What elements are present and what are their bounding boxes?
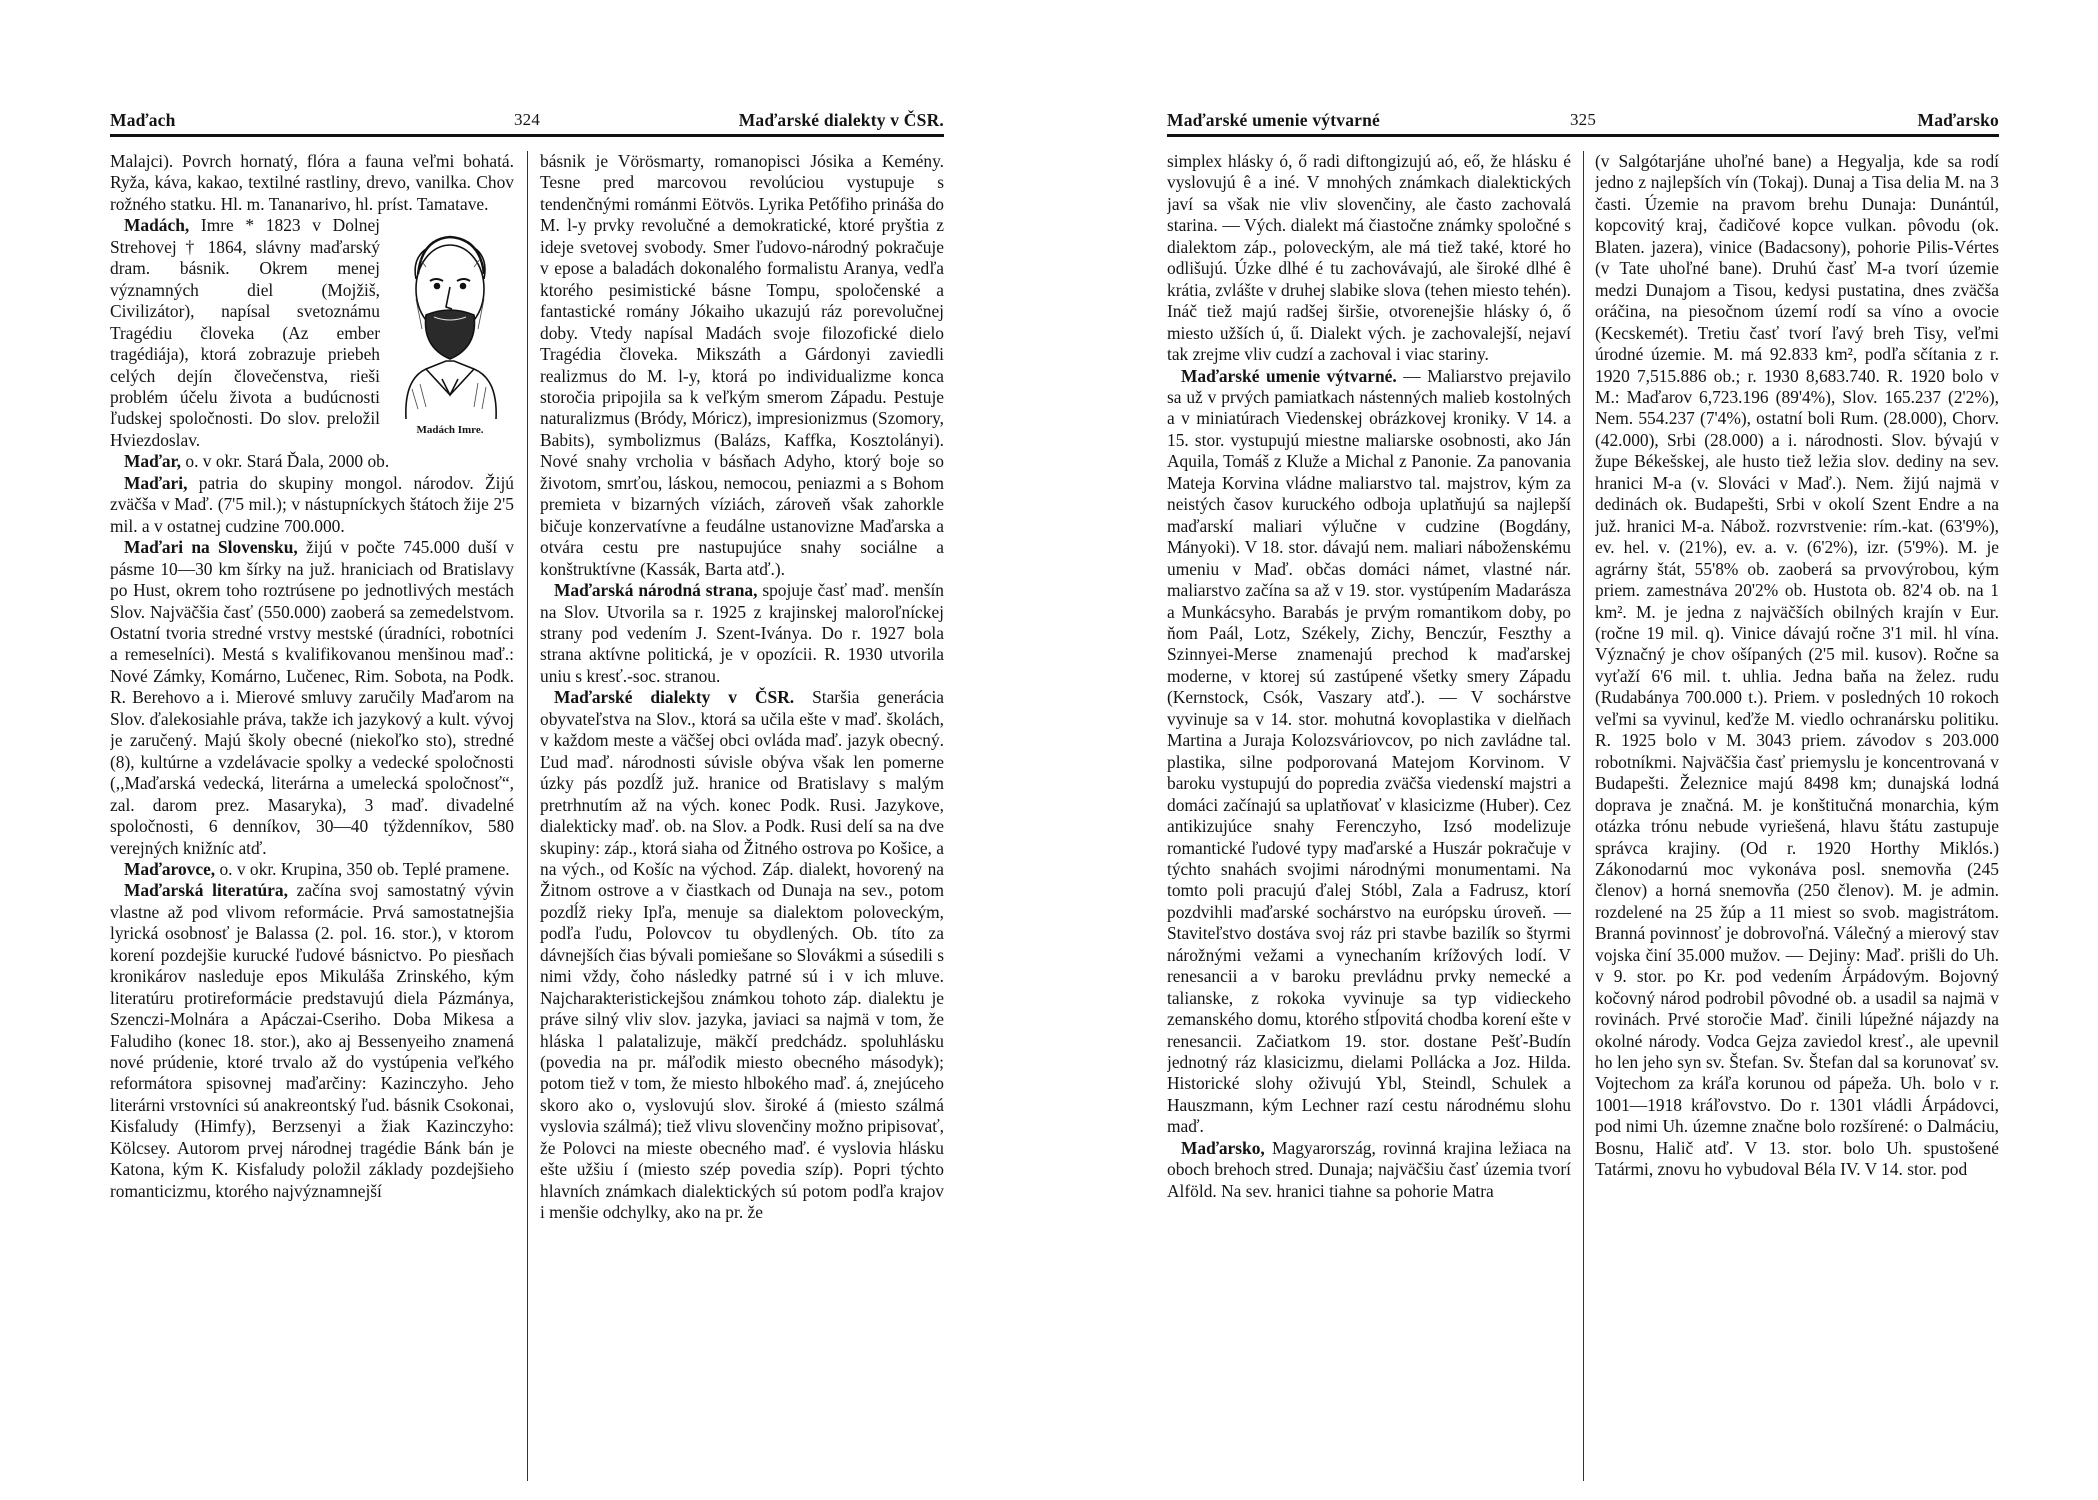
entry-madari-na-slovensku: Maďari na Slovensku, žijú v počte 745.000 duší v pásme 10—30 km šírky na juž. hraniciach od Bratislavy po Hust, okrem toho roztrúsene po jednotlivých mestách Slov. Najväčšia časť (550.000) zaoberá sa zemedelstvom. Ostatní tvoria stredné vrstvy mestské (úradníci, robotníci a remeselníci). Mestá s kvalifikovanou menšinou maď.: Nové Zámky, Komárno, Lučenec, Rim. Sobota, na Podk. R. Berehovo a i. Mierové smluvy zaručily Maďarom na Slov. ďalekosiahle práva, takže ich jazykový a kult. vývoj je zaručený. Majú školy obecné (niekoľko sto), stredné (8), kultúrne a vzdelávacie spolky a vedecké spoločnosti (,,Maďarská vedecká, literárna a umelecká spoločnosť“, zal. darom prez. Masaryka), 3 maď. divadelné spoločnosti, 6 denníkov, 30—40 týždenníkov, 580 verejných knižníc atď.	[110, 537, 514, 858]
header-keyword-left: Maďarské umenie výtvarné	[1167, 110, 1381, 130]
running-head-right	[1167, 108, 1999, 137]
entry-madarska-literatura: Maďarská literatúra, začína svoj samostatný vývin vlastne až pod vlivom reformácie. Prvá samostatnejšia lyrická osobnosť je Balassa (2. pol. 16. stor.), v ktorom korení pozdejšie kurucké ľudové básnictvo. Po piesňach kronikárov nasleduje epos Mikuláša Zrinského, kým literatúru protireformácie predstavujú diela Pázmánya, Szenczi-Molnára a Apáczai-Cseriho. Doba Mikesa a Faludiho (konec 18. stor.), ako aj Bessenyeiho znamená nové prúdenie, ktoré trvalo až do vystúpenia veľkého reformátora spisovnej maďarčiny: Kazinczyho. Jeho literárni vrstovníci sú anakreontský ľud. básnik Csokonai, Kisfaludy (Himfy), Berzsenyi a žiak Kazinczyho: Kölcsey. Autorom prvej národnej tragédie Bánk bán je Katona, kým K. Kisfaludy položil základy pozdejšieho romanticizmu, ktorého najvýznamnejší	[110, 880, 514, 1201]
text-column-1	[110, 151, 514, 1481]
portrait-illustration	[386, 219, 514, 424]
paragraph: (v Salgótarjáne uhoľné bane) a Hegyalja, kde sa rodí jedno z najlepších vín (Tokaj). Dunaj a Tisa delia M. na 3 časti. Územie na pravom brehu Dunaja: Dunántúl, kopcovitý kraj, čadičové kopce vulkan. pôvodu (ok. Blaten. jazera), vinice (Badacsony), pohorie Pilis-Vértes (v Tate uhoľné bane). Druhú časť M-a tvorí územie medzi Dunajom a Tisou, kedysi pustatina, dnes zväčša oráčina, na piesočnom území rodí sa víno a ovocie (Kecskemét). Tretiu časť tvorí ľavý breh Tisy, veľmi úrodné územie. M. má 92.833 km², podľa sčítania z r. 1920 7,515.886 ob.; r. 1930 8,683.740. R. 1920 bolo v M.: Maďarov 6,723.196 (89'4%), Slov. 165.237 (2'2%), Nem. 554.237 (7'4%), ostatní boli Rum. (28.000), Chorv. (42.000), Srbi (28.000) a i. národnosti. Slov. bývajú v župe Békešskej, ale husto tiež ležia slov. dediny na sev. hranici M-a (v. Slováci v Maď.). Nem. žijú najmä v dedinách ok. Budapešti, Srbi v okolí Szent Endre a na juž. hranici M-a. Nábož. rozvrstvenie: rím.-kat. (63'9%), ev. hel. v. (21%), ev. a. v. (6'2%), izr. (5'9%). M. je agrárny štát, 55'8% ob. zaoberá sa prvovýrobou, kým priem. zamestnáva 20'2% ob. Hustota ob. 82'4 ob. na 1 km². M. je jedna z najväčších obilných krajín v Eur. (ročne 19 mil. q). Vinice dávajú ročne 3'1 mil. hl vína. Význačný je chov ošípaných (2'5 mil. kusov). Ročne sa vyťaží 6'6 mil. t. uhlia. Jedna baňa na želez. rudu (Rudabánya 700.000 t.). Priem. v posledných 10 rokoch veľmi sa vyvinul, keďže M. viedlo ochranársku politiku. R. 1925 bolo v M. 3043 priem. závodov s 203.000 robotníkmi. Najväčšia časť priemyslu je koncentrovaná v Budapešti. Železnice majú 8498 km; dunajská lodná doprava je značná. M. je konštitučná monarchia, kým otázka trónu nebude vyriešená, hlavu štátu zastupuje správca krajiny. (Od r. 1920 Horthy Miklós.) Zákonodarnú moc vykonáva posl. snemovňa (245 členov) a horná snemovňa (250 členov). M. je admin. rozdelené na 25 žúp a 11 miest so svob. magistrátom. Branná povinnosť je dobrovoľná. Válečný a mierový stav vojska činí 35.000 mužov. — Dejiny: Maď. prišli do Uh. v 9. stor. po Kr. pod vedením Árpádovým. Bojovný kočovný národ podrobil pôvodné ob. a usadil sa najmä v rovinách. Prvé storočie Maď. činili lúpežné nájazdy na okolné národy. Vodca Gejza zaviedol kresť., ale upevnil ho len jeho syn sv. Štefan. Sv. Štefan dal sa korunovať sv. Vojtechom za kráľa korunou od pápeža. Uh. bolo v r. 1001—1918 kráľovstvo. Do r. 1301 vládli Árpádovci, pod nimi Uh. územne značne bolo rozšírené: o Dalmáciu, Bosnu, Halič atď. V 13. stor. bolo Uh. spustošené Tatármi, znovu ho vybudoval Béla IV. V 14. stor. pod	[1595, 151, 1999, 1180]
paragraph: simplex hlásky ó, ő radi diftongizujú aó, eő, že hlásku é vyslovujú ê a iné. V mnohých známkach dialektických javí sa však nie vliv slovenčiny, ale často zachovalá starina. — Vých. dialekt má čiastočne známky spoločné s dialektom záp., poloveckým, ale má tiež také, ktoré ho odlišujú. Úzke dlhé é tu zachovávajú, ale široké dlhé ê krátia, zvlášte v druhej slabike slova (tehen miesto tehén). Ináč tiež majú radšej širšie, otvorenejšie hlásky ó, ő miesto užších ú, ű. Dialekt vých. je zachovalejší, nejaví tak zrejme vliv cudzí a zachoval i viac stariny.	[1167, 151, 1571, 365]
running-head-left	[110, 108, 944, 137]
page-number: 325	[1569, 110, 1597, 129]
entry-madarovce: Maďarovce, o. v okr. Krupina, 350 ob. Teplé pramene.	[124, 858, 510, 879]
text-column-2	[1595, 151, 1999, 1481]
entry-madarske-dialekty: Maďarské dialekty v ČSR. Staršia generácia obyvateľstva na Slov., ktorá sa učila ešte v maď. školách, v každom meste a väčšej obci ovláda maď. jazyk obecný. Ľud maď. národnosti súvisle obýva však len pomerne úzky pás pozdĺž juž. hranice od Bratislavy s malým pretrhnutím až na vých. konec Podk. Rusi. Jazykove, dialekticky maď. ob. na Slov. a Podk. Rusi delí sa na dve skupiny: záp., ktorá siaha od Žitného ostrova po Košice, a na vých., od Košíc na východ. Záp. dialekt, hovorený na Žitnom ostrove a v čiastkach od Dunaja na sev., potom pozdĺž rieky Ipľa, menuje sa dialektom poloveckým, podľa ľudu, Polovcov tu obydlených. Ob. títo za dávnejších čias bývali pomiešane so Slovákmi a súsedili s nimi vždy, čoho následky patrné sú i v ich mluve. Najcharakteristickejšou známkou tohoto záp. dialektu je práve silný vliv slov. jazyka, javiaci sa najmä v tom, že hláska l palatalizuje, mäkčí predchádz. spoluhlásku (povedia na pr. máľodik miesto obecného másodyk); potom tiež v tom, že miesto hlbokého maď. á, znejúceho skoro ako o, vyslovujú slov. široké á (miesto szálmá vyslovia szálmá); tiež vlivu slovenčiny možno pripisovať, že Polovci na mieste obecného maď. é vyslovia hlásku ešte užšiu í (miesto szép povedia szíp). Popri týchto hlavních známkach dialektických sú potom podľa krajov i menšie odchylky, ako na pr. že	[540, 687, 944, 1223]
text-column-2	[540, 151, 944, 1481]
entry-madar: Maďar, o. v okr. Stará Ďala, 2000 ob.	[124, 451, 390, 472]
column-rule	[527, 151, 528, 1481]
entry-madarsko: Maďarsko, Magyarország, rovinná krajina ležiaca na oboch brehoch stred. Dunaja; najväčšiu časť územia tvorí Alföld. Na sev. hranici tiahne sa pohorie Matra	[1167, 1137, 1571, 1201]
portrait-figure	[386, 219, 514, 437]
header-keyword-right: Maďarské dialekty v ČSR.	[738, 110, 944, 130]
entry-madari: Maďari, patria do skupiny mongol. národov. Žijú zväčša v Maď. (7'5 mil.); v nástupníckych štátoch žije 2'5 mil. a v ostatnej cudzine 700.000.	[110, 472, 514, 536]
page-number: 324	[513, 110, 541, 129]
header-keyword-right: Maďarsko	[1917, 110, 1999, 130]
paragraph: básnik je Vörösmarty, romanopisci Jósika a Kemény. Tesne pred marcovou revolúciou vystupuje s tendenčnými románmi Eötvös. Lyrika Petőfiho prináša do M. l-y prvky revolučné a demokratické, ktoré pryštia z ideje svetovej svobody. Smer ľudovo-národný pokračuje v epose a baladách dokonalého formalistu Aranya, vedľa ktorého pesimistické básne Tompu, spoločenské a fantastické romány Jókaiho ukazujú ráz porevolučnej doby. Vtedy napísal Madách svoje filozofické dielo Tragédia človeka. Mikszáth a Gárdonyi zaviedli realizmus do M. l-y, ktorá po individualizme konca storočia pripojila sa k veľkým smerom Západu. Pestuje naturalizmus (Bródy, Móricz), impresionizmus (Szomory, Babits), symbolizmus (Balázs, Kaffka, Kosztolányi). Nové snahy vrcholia v básňach Adyho, ktorý boje so životom, smrťou, láskou, nemocou, peniazmi a s Bohom premieta v bizarných víziách, zároveň však zahorkle bičuje konzervatívne a feudálne ustanovizne Maďarska a otvára cestu pre nastupujúce snahy sociálne a konštruktívne (Kassák, Barta atď.).	[540, 151, 944, 579]
right-page	[1049, 0, 2098, 1500]
portrait-caption: Madách Imre.	[416, 424, 484, 437]
paragraph: Malajci). Povrch hornatý, flóra a fauna veľmi bohatá. Ryža, káva, kakao, textilné rastliny, drevo, vanilka. Chov rožného statku. Hl. m. Tananarivo, hl. príst. Tamatave.	[110, 151, 514, 214]
entry-madarska-narodna-strana: Maďarská národná strana, spojuje časť maď. menšín na Slov. Utvorila sa r. 1925 z krajinskej maloroľníckej strany pod vedením J. Szent-Iványa. Do r. 1927 bola strana aktívne politická, je v opozícii. R. 1930 utvorila uniu s kresť.-soc. stranou.	[540, 580, 944, 686]
text-column-1	[1167, 151, 1571, 1481]
column-rule	[1583, 151, 1584, 1481]
entry-madarske-umenie-vytvarne: Maďarské umenie výtvarné. — Maliarstvo prejavilo sa už v prvých pamiatkach nástenných malieb kostolných a v miniatúrach Viedenskej obrázkovej kroniky. V 14. a 15. stor. vystupujú miestne maliarske osobnosti, ako Ján Aquila, Tomáš z Kluže a Michal z Panonie. Za panovania Mateja Korvina vládne maliarstvo tal. majstrov, kým za neistých časov kuruckého odboja uplatňujú sa najlepší maďarskí maliari výlučne v cudzine (Bogdány, Mányoki). V 18. stor. dávajú nem. maliari náboženskému umeniu v Maď. občas domáci námet, vlastné nár. maliarstvo začína sa až v 19. stor. vystúpením Madarásza a Munkácsyho. Barabás je prvým romantikom doby, po ňom Paál, Lotz, Székely, Zichy, Benczúr, Feszthy a Szinnyei-Merse znamenajú prechod k maďarskej moderne, v ktorej sú zastúpené všetky smery Západu (Kernstock, Csók, Vaszary atď.). — V sochárstve vyvinuje sa v 14. stor. mohutná kovoplastika v dielňach Martina a Juraja Kolozsváriovcov, po nich zavládne tal. plastika, silne podporovaná Matejom Korvinom. V baroku vystupujú do popredia zväčša viedenskí majstri a domáci začínajú sa uplatňovať v klasicizme (Huber). Cez antikizujúce snahy Ferenczyho, Izsó modelizuje romantické ľudové typy maďarské a Huszár pokračuje v týchto snahách svojimi národnými monumentami. Na tomto poli pracujú ďalej Stóbl, Zala a Fadrusz, ktorí pozdvihli maďarské sochárstvo na európsku úroveň. — Staviteľstvo dostáva svoj ráz pri stavbe bazilík so štyrmi nárožnými vežami a vynechaním krížových lodí. V renesancii a v baroku prevládnu prvky nemecké a talianske, z rokoka vyvinuje sa typ vidieckeho zemanského domu, ktorého stĺpovitá chodba korení ešte v renesancii. Začiatkom 19. stor. dostane Pešť-Budín jednotný ráz klasicizmu, dielami Pollácka a Joz. Hilda. Historické slohy oživujú Ybl, Steindl, Schulek a Hauszmann, kým Lechner razí cestu národnému slohu maď.	[1167, 365, 1571, 1137]
header-keyword-left: Maďach	[110, 110, 176, 130]
entry-madach: Madách, Imre * 1823 v Dolnej Strehovej † 1864, slávny maďarský dram. básnik. Okrem menej významných diel (Mojžiš, Civilizátor), napísal svetoznámu Tragédiu človeka (Az ember tragédiája), ktorá zobrazuje priebeh celých dejín človečenstva, rieši problém účelu života a budúcnosti ľudskej spoločnosti. Do slov. preložil Hviezdoslav.	[110, 215, 380, 450]
